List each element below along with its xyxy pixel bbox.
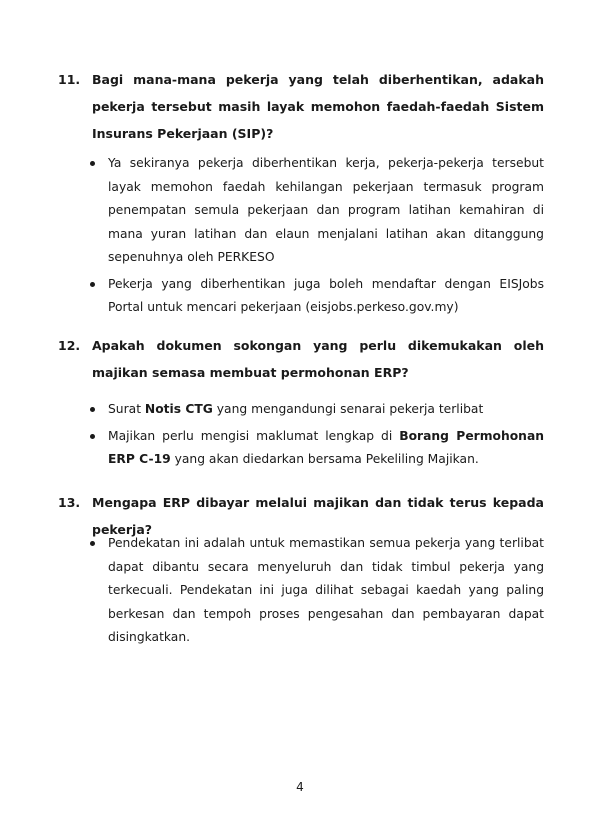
list-item — [88, 425, 544, 472]
question-text: Apakah dokumen sokongan yang perlu dikemukakan oleh majikan semasa membuat permohonan ERP? — [92, 338, 544, 380]
answer-text: yang mengandungi senarai pekerja terlibat — [212, 402, 484, 416]
answer-text: yang akan diedarkan bersama Pekeliling Majikan. — [170, 452, 479, 466]
question-number: 13. — [58, 495, 81, 510]
bullet-icon — [90, 434, 95, 439]
answer-emphasis: Notis CTG — [144, 402, 213, 416]
answer-text: Majikan perlu mengisi maklumat lengkap di — [108, 428, 400, 443]
list-item — [88, 398, 544, 422]
answer-text: Pekerja yang diberhentikan juga boleh mendaftar dengan EISJobs Portal untuk mencari pekerjaan (eisjobs.perkeso.gov.my) — [108, 276, 544, 314]
bullet-icon — [90, 541, 95, 546]
bullet-icon — [90, 282, 95, 287]
question-12 — [58, 332, 544, 386]
question-text: Bagi mana-mana pekerja yang telah diberhentikan, adakah pekerja tersebut masih layak memohon faedah-faedah Sistem Insurans Pekerjaan (SIP)? — [92, 72, 544, 141]
answer-list-13 — [88, 532, 544, 653]
question-number: 11. — [58, 72, 81, 87]
answer-text: Surat — [108, 402, 145, 416]
list-item — [88, 532, 544, 650]
page-number: 4 — [296, 780, 304, 794]
bullet-icon — [90, 407, 95, 412]
answer-list-12 — [88, 398, 544, 475]
question-text: Mengapa ERP dibayar melalui majikan dan tidak terus kepada pekerja? — [92, 495, 544, 537]
question-number: 12. — [58, 338, 81, 353]
question-11 — [58, 66, 544, 147]
bullet-icon — [90, 161, 95, 166]
answer-list-11 — [88, 152, 544, 323]
list-item — [88, 273, 544, 320]
list-item — [88, 152, 544, 270]
answer-text: Ya sekiranya pekerja diberhentikan kerja, pekerja-pekerja tersebut layak memohon faedah kehilangan pekerjaan termasuk program penempatan semula pekerjaan dan program latihan kemahiran di mana yuran latihan dan elaun menjalani latihan akan ditanggung sepenuhnya oleh PERKESO — [108, 156, 544, 264]
answer-emphasis: Borang Permohonan ERP C-19 — [108, 428, 544, 466]
answer-text: Pendekatan ini adalah untuk memastikan semua pekerja yang terlibat dapat dibantu secara menyeluruh dan tidak timbul pekerja yang terkecuali. Pendekatan ini juga dilihat sebagai kaedah yang paling berkesan dan tempoh proses pengesahan dan pembayaran dapat disingkatkan. — [108, 536, 544, 644]
